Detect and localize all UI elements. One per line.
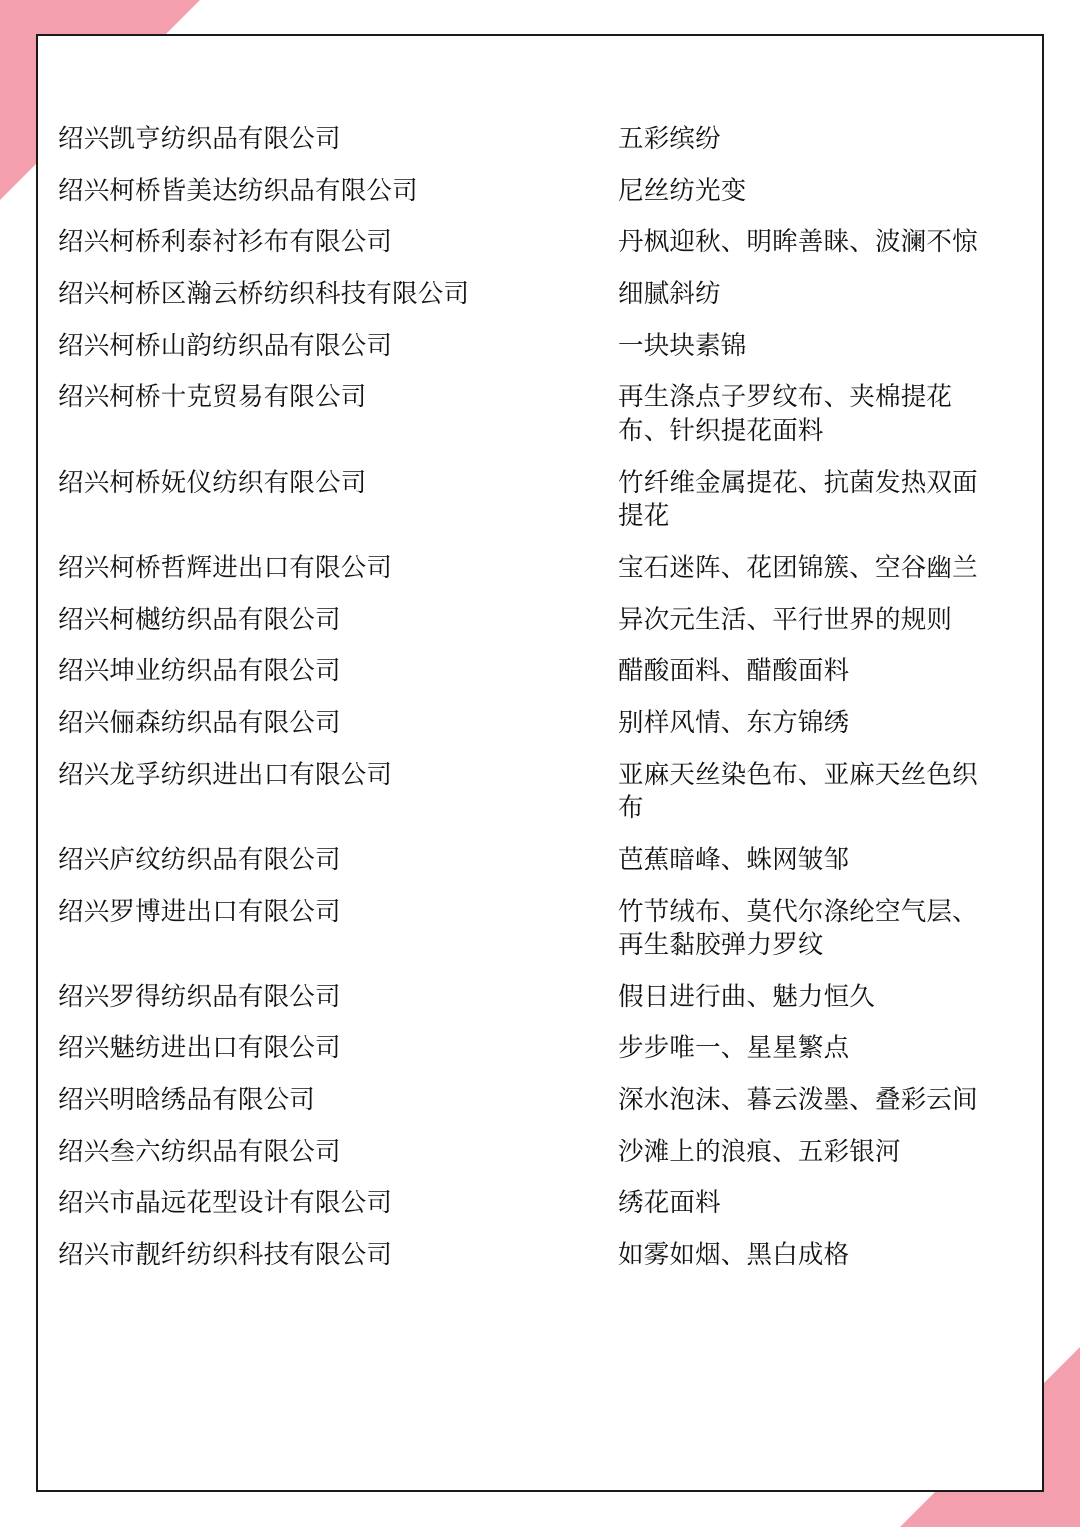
brand-name-cell: 亚麻天丝染色布、亚麻天丝色织布 — [618, 760, 978, 823]
brand-name-cell: 绣花面料 — [618, 1189, 721, 1218]
company-name-cell: 绍兴柯桥哲辉进出口有限公司 — [58, 553, 393, 582]
company-name-cell: 绍兴柯樾纺织品有限公司 — [58, 605, 341, 634]
table-row — [58, 543, 1002, 595]
brand-name-cell: 醋酸面料、醋酸面料 — [618, 657, 850, 686]
company-name-cell: 绍兴坤业纺织品有限公司 — [58, 657, 341, 686]
document-content — [38, 36, 1042, 1490]
table-row — [58, 595, 1002, 647]
brand-name-cell: 别样风情、东方锦绣 — [618, 708, 850, 737]
table-row — [58, 372, 1002, 457]
table-row — [58, 1023, 1002, 1075]
brand-name-cell: 一块块素锦 — [618, 331, 747, 360]
company-name-cell: 绍兴市晶远花型设计有限公司 — [58, 1189, 393, 1218]
brand-name-cell: 再生涤点子罗纹布、夹棉提花布、针织提花面料 — [618, 383, 953, 445]
brand-name-cell: 细腻斜纺 — [618, 279, 721, 308]
table-row — [58, 698, 1002, 750]
company-name-cell: 绍兴柯桥区瀚云桥纺织科技有限公司 — [58, 279, 470, 308]
table-row — [58, 646, 1002, 698]
table-row — [58, 1178, 1002, 1230]
table-row — [58, 972, 1002, 1024]
table-row — [58, 835, 1002, 887]
brand-name-cell: 异次元生活、平行世界的规则 — [618, 605, 953, 634]
company-name-cell: 绍兴柯桥妩仪纺织有限公司 — [58, 468, 367, 497]
brand-name-cell: 沙滩上的浪痕、五彩银河 — [618, 1137, 901, 1166]
table-row — [58, 1127, 1002, 1179]
brand-name-cell: 竹节绒布、莫代尔涤纶空气层、再生黏胶弹力罗纹 — [618, 897, 978, 960]
company-name-cell: 绍兴罗得纺织品有限公司 — [58, 982, 341, 1011]
table-row — [58, 458, 1002, 543]
table-row — [58, 166, 1002, 218]
company-name-cell: 绍兴柯桥十克贸易有限公司 — [58, 383, 367, 412]
company-name-cell: 绍兴庐纹纺织品有限公司 — [58, 845, 341, 874]
company-name-cell: 绍兴明晗绣品有限公司 — [58, 1086, 316, 1115]
table-row — [58, 1075, 1002, 1127]
company-name-cell: 绍兴柯桥皆美达纺织品有限公司 — [58, 176, 418, 205]
brand-name-cell: 如雾如烟、黑白成格 — [618, 1241, 850, 1270]
brand-name-cell: 五彩缤纷 — [618, 125, 721, 153]
company-name-cell: 绍兴市靓纤纺织科技有限公司 — [58, 1241, 393, 1270]
company-name-cell: 绍兴叁六纺织品有限公司 — [58, 1137, 341, 1166]
table-row — [58, 1230, 1002, 1282]
brand-name-cell: 步步唯一、星星繁点 — [618, 1034, 850, 1063]
brand-name-cell: 尼丝纺光变 — [618, 176, 747, 205]
brand-name-cell: 竹纤维金属提花、抗菌发热双面提花 — [618, 468, 978, 531]
brand-name-cell: 芭蕉暗峰、蛛网皱邹 — [618, 845, 850, 874]
table-row — [58, 217, 1002, 269]
company-name-cell: 绍兴魅纺进出口有限公司 — [58, 1034, 341, 1063]
table-row — [58, 114, 1002, 166]
company-name-cell: 绍兴龙孚纺织进出口有限公司 — [58, 760, 393, 789]
brand-name-cell: 丹枫迎秋、明眸善睐、波澜不惊 — [618, 228, 978, 257]
company-name-cell: 绍兴凯亨纺织品有限公司 — [58, 125, 341, 153]
brand-name-cell: 假日进行曲、魅力恒久 — [618, 982, 876, 1011]
company-name-cell: 绍兴柯桥山韵纺织品有限公司 — [58, 331, 393, 360]
company-name-cell: 绍兴俪森纺织品有限公司 — [58, 708, 341, 737]
company-name-cell: 绍兴罗博进出口有限公司 — [58, 897, 341, 926]
company-brand-table — [58, 114, 1002, 1282]
brand-name-cell: 深水泡沫、暮云泼墨、叠彩云间 — [618, 1086, 978, 1115]
table-row — [58, 321, 1002, 373]
table-row — [58, 887, 1002, 972]
table-row — [58, 269, 1002, 321]
brand-name-cell: 宝石迷阵、花团锦簇、空谷幽兰 — [618, 553, 978, 582]
page-frame — [36, 34, 1044, 1492]
table-row — [58, 750, 1002, 835]
company-name-cell: 绍兴柯桥利泰衬衫布有限公司 — [58, 228, 393, 257]
